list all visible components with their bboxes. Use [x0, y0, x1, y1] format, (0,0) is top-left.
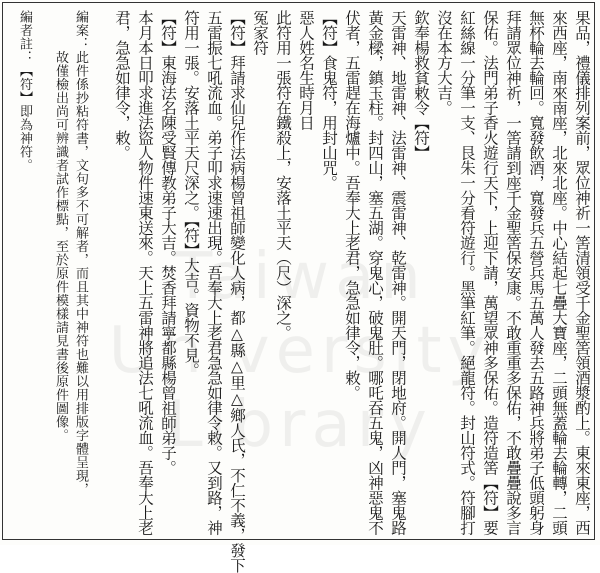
- text-column: 來西座，南來南座，北來北座。中心結起七疊大寶座，二頭無蓋輪去輪轉，二頭: [550, 10, 568, 535]
- text-column: 【符】東海法名陳受賢傳教弟子大吉。焚香拜請寧都縣楊曾祖師弟子。: [159, 10, 177, 475]
- editor-note: 編案：此件係抄粘符書，文句多不可解者，而且其中神符也難以用排版字體呈現，: [73, 10, 88, 496]
- text-column: 天雷神、地雷神、法雷神、震雷神、乾雷神。開天門，閉地府。開人門，塞鬼路: [389, 10, 407, 535]
- editor-note: 故僅檢出尚可辨識者試作標點，至於原件模樣請見書後原件圖像。: [53, 10, 68, 442]
- text-column: 本月本日叩求進法盜人物件速東送來。天上五雷神將追法七吼流血。吾奉大上老: [136, 10, 154, 535]
- text-column: 五雷振七吼流血。弟子叩求速速出現。吾奉大上老君急急如律令敕。又到路，神: [205, 10, 223, 535]
- editor-footnote: 編者註：【符】即為神符。: [17, 10, 32, 172]
- text-column: 符用一張。安落土平天尺深之。【符】大吉。資物不見。: [182, 10, 200, 378]
- text-column: 無杯輪去輪回。寬發飲酒，寬發兵五營兵馬五萬人發去五路神兵將弟子低頭躬身: [527, 10, 545, 535]
- text-column: 伏者，五雷趕在海爐中。吾奉大上老君，急急如律令，敕。: [343, 10, 361, 400]
- text-column: 冤家符: [251, 10, 269, 55]
- text-column: 欽奉楊救貧敕令【符】: [412, 10, 430, 160]
- text-column: 【符】食鬼符，用封山咒。: [320, 10, 338, 190]
- text-column: 果品，禮儀排列案前，眾位神祈一筈清領受千金聖筈領酒漿酌上。東來東座，西: [573, 10, 591, 535]
- text-column: 紅絲線一分筆一支、艮朱一分看符遊行。黑筆紅筆。絕龍符。封山符式。符腳打: [458, 10, 476, 535]
- text-column: 黃金樑，鎮玉柱。封四山，塞五湖。穿鬼心，破鬼肚。哪吒吞五鬼，凶神惡鬼不: [366, 10, 384, 535]
- text-column: 惡人姓名生時月日: [297, 10, 315, 130]
- text-column: 此符用一張符在鐵殺上，安落土平天（尺）深之。: [274, 10, 292, 340]
- text-column: 拜請眾位神祈，一筈請到座千金聖筈保安康。不敢重重多保佑，不敢疊疊說多言: [504, 10, 522, 535]
- text-column: 沒在本方大吉。: [435, 10, 453, 115]
- text-column: 【符】拜請求仙兒作法病楊曾祖師變化人病，都△縣△里△鄉人氏，不仁不義，發下: [228, 10, 246, 573]
- watermark: Taiwan University Library: [108, 240, 492, 462]
- text-column: 保佑。法門弟子香火遊行天下，上迎下請，萬望眾神多保佑。造符造筈【符】要: [481, 10, 499, 535]
- text-column: 君，急急如律令，敕。: [113, 10, 131, 160]
